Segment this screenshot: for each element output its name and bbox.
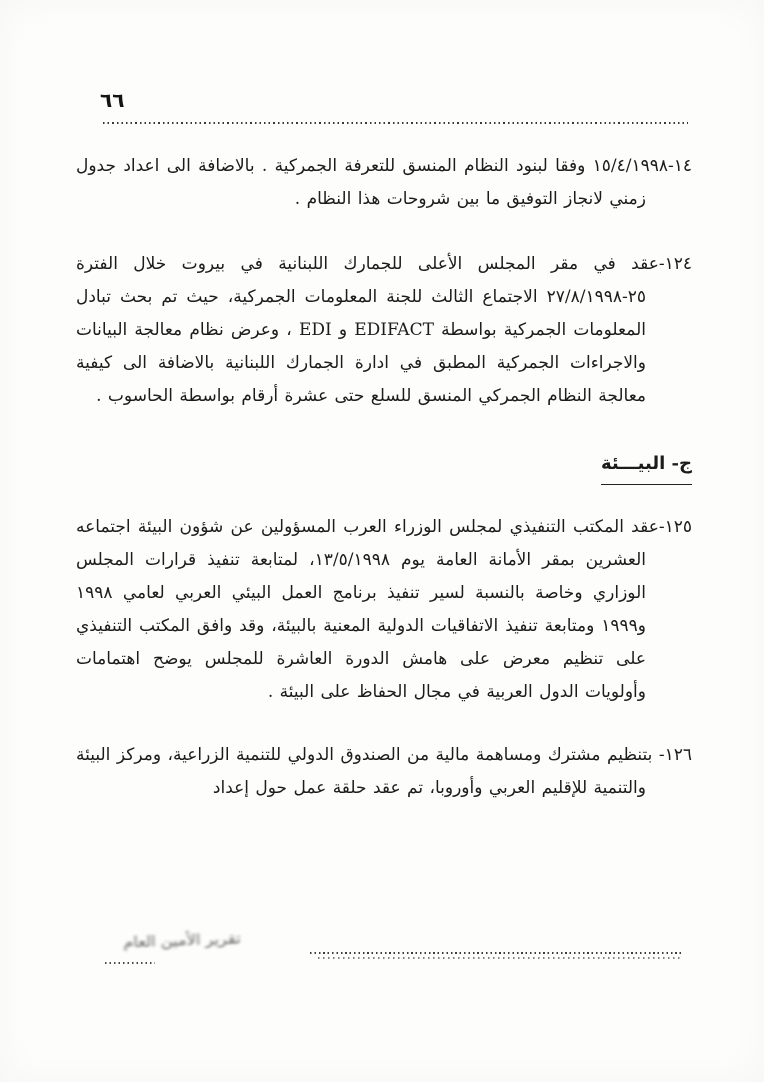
- page-header: [0, 88, 764, 124]
- paragraph-item-124: ١٢٤-عقد في مقر المجلس الأعلى للجمارك اللبنانية في بيروت خلال الفترة ٢٥-٢٧/٨/١٩٩٨ الاجتماع الثالث للجنة المعلومات الجمركية، حيث تم بحث تبادل المعلومات الجمركية بواسطة EDIFACT و EDI ، وعرض نظام معالجة البيانات والاجراءات الجمركية المطبق في ادارة الجمارك اللبنانية بالاضافة الى كيفية معالجة النظام الجمركي المنسق للسلع حتى عشرة أرقام بواسطة الحاسوب .: [76, 254, 692, 406]
- footer-dotted-rule-long: [310, 952, 684, 954]
- paragraph-item-125: ١٢٥-عقد المكتب التنفيذي لمجلس الوزراء العرب المسؤولين عن شؤون البيئة اجتماعه العشرين بمقر الأمانة العامة يوم ١٣/٥/١٩٩٨، لمتابعة تنفيذ قرارات المجلس الوزاري وخاصة بالنسبة لسير تنفيذ برنامج العمل البيئي العربي لعامي ١٩٩٨ و١٩٩٩ ومتابعة تنفيذ الاتفاقيات الدولية المعنية بالبيئة، وقد وافق المكتب التنفيذي على تنظيم معرض على هامش الدورة العاشرة للمجلس يوضح اهتمامات وأولويات الدول العربية في مجال الحفاظ على البيئة .: [76, 517, 692, 702]
- page-footer: [0, 930, 764, 980]
- document-body: [76, 150, 692, 835]
- header-dotted-rule: [103, 122, 688, 124]
- footer-dotted-rule-long-secondary: [318, 957, 680, 959]
- footer-stamp-text: تقرير الأمين العام: [123, 929, 241, 952]
- paragraph-item-126: ١٢٦- بتنظيم مشترك ومساهمة مالية من الصندوق الدولي للتنمية الزراعية، ومركز البيئة والتنمية للإقليم العربي وأوروبا، تم عقد حلقة عمل حول إعداد: [76, 745, 692, 798]
- section-heading-row: [76, 443, 692, 511]
- section-heading-environment: ج- البيـــئة: [601, 447, 692, 485]
- paragraph-item-14: ١٤-١٥/٤/١٩٩٨ وفقا لبنود النظام المنسق للتعرفة الجمركية . بالاضافة الى اعداد جدول زمني لانجاز التوفيق ما بين شروحات هذا النظام .: [76, 156, 692, 209]
- footer-dotted-rule-short: [105, 962, 155, 964]
- page-number: ٦٦: [100, 88, 125, 112]
